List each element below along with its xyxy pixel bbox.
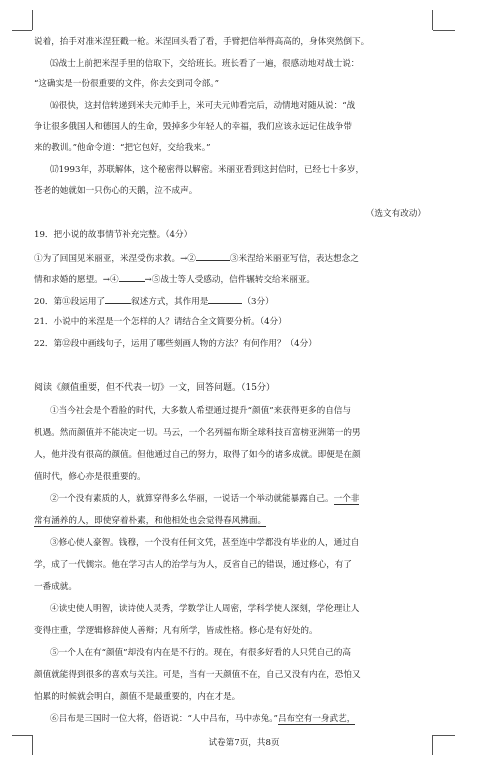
underlined-sentence: 吕布空有一身武艺， (277, 714, 356, 724)
question-19: 19．把小说的故事情节补充完整。（4分） (34, 230, 193, 240)
answer-blank[interactable] (105, 294, 131, 304)
answer-blank[interactable] (119, 272, 145, 282)
essay-line-11: 变得庄重，学逻辑修辞使人善辩；凡有所学，皆成性格。修心是有好处的。 (34, 626, 318, 636)
essay-line-12: ⑤一个人在有“颜值”却没有内在是不行的。现在，有很多好看的人只凭自己的高 (50, 648, 351, 658)
story-line-3: “这确实是一份很重要的文件，你去交到司令部。” (34, 79, 219, 89)
essay-text: ②一个没有素质的人，就算穿得多么华丽，一说话一个举动就能暴露自己。 (50, 494, 334, 504)
essay-line-2: 机遇。然而颜值并不能决定一切。马云，一个名列福布斯全球科技百富榜亚洲第一的男 (34, 428, 361, 438)
q20-part-b: 叙述方式，其作用是 (131, 297, 209, 307)
question-22: 22．第⑫段中画线句子，运用了哪些刻画人物的方法？有何作用？（4分） (34, 339, 317, 349)
essay-line-15 (50, 713, 454, 725)
essay-line-13: 颜值就能得到很多的喜欢与关注。可是，当有一天颜值不在，自己又没有内在，恐怕又 (34, 670, 361, 680)
q19-part-a: ①为了回国见米丽亚，米涅受伤求救。→② (34, 254, 196, 264)
essay-line-8: 学，成了一代儒宗。他在学习古人的治学与为人，反省自己的错误，通过修心，有了 (34, 560, 352, 570)
underlined-sentence: 一个非 (333, 494, 360, 504)
story-line-1: 说着，抬手对准米涅狂戳一枪。米涅回头看了看，手臂把信举得高高的，身体突然倒下。 (34, 37, 370, 47)
reading-title: 阅读《颜值重要，但不代表一切》一文，回答问题。（15分） (34, 383, 275, 393)
q19-part-c: 情和求婚的愿望。→④ (34, 275, 119, 285)
source-note: （选文有改动） (365, 209, 426, 219)
story-line-2: ⒂战士上前把米涅手里的信取下，交给班长。班长看了一遍，很感动地对战士说： (50, 59, 360, 69)
story-line-6: 来的教训。”他命令道：“把它包好，交给我来。” (34, 143, 211, 153)
essay-line-6 (34, 515, 454, 527)
q19-part-b: ③米涅给米丽亚写信，表达想念之 (229, 254, 359, 264)
essay-line-4: 值时代，修心亦是很重要的。 (34, 472, 146, 482)
answer-blank[interactable] (196, 251, 230, 261)
essay-line-14: 怕累的时候就会明白，颜值不是最重要的，内在才是。 (34, 692, 241, 702)
essay-line-5 (50, 493, 454, 505)
crop-mark-tl-h (12, 30, 32, 31)
story-line-7: ⒄1993年，苏联解体，这个秘密得以解密。米丽亚看到这封信时，已经七十多岁， (50, 165, 365, 175)
page-footer: 试卷第7页，共8页 (208, 738, 280, 748)
essay-line-9: 一番成就。 (34, 582, 77, 592)
essay-line-10: ④读史使人明智，读诗使人灵秀，学数学让人周密，学科学使人深刻，学伦理让人 (50, 604, 360, 614)
essay-text: ⑥吕布是三国时一位大将，俗语说：“人中吕布，马中赤兔。” (50, 714, 278, 724)
crop-mark-tr-h (433, 30, 455, 31)
question-20 (34, 294, 454, 308)
essay-line-1: ①当今社会是个看脸的时代，大多数人希望通过提升“颜值”来获得更多的自信与 (50, 406, 351, 416)
answer-blank[interactable] (208, 294, 242, 304)
essay-line-7: ③修心使人豪智。钱穆，一个没有任何文凭，甚至连中学都没有毕业的人，通过自 (50, 538, 360, 548)
underlined-sentence: 常有涵养的人，即使穿着朴素，和他相处也会觉得春风拂面。 (34, 516, 267, 526)
q20-part-c: （3分） (242, 297, 274, 307)
essay-line-3: 人，他并没有很高的颜值。但他通过自己的努力，取得了如今的诸多成就。即便是在颜 (34, 450, 361, 460)
question-19-line-2 (34, 272, 454, 286)
q19-part-d: →⑤战士等人受感动，信件辗转交给米丽亚。 (144, 275, 316, 285)
story-line-8: 苍老的她就如一只伤心的天鹅，泣不成声。 (34, 186, 198, 196)
story-line-5: 争让很多俄国人和德国人的生命，毁掉多少年轻人的幸福，我们应该永远记住战争带 (34, 122, 352, 132)
question-19-line-1 (34, 251, 454, 265)
crop-mark-tr-v (432, 10, 433, 30)
story-line-4: ⒃很快，这封信转递到米夫元帅手上，米可夫元帅看完后，动情地对随从说：“战 (50, 101, 356, 111)
q20-part-a: 20．第⑪段运用了 (34, 297, 106, 307)
crop-mark-tl-v (32, 10, 33, 30)
question-21: 21．小说中的米涅是一个怎样的人？请结合全文简要分析。（4分） (34, 317, 287, 327)
